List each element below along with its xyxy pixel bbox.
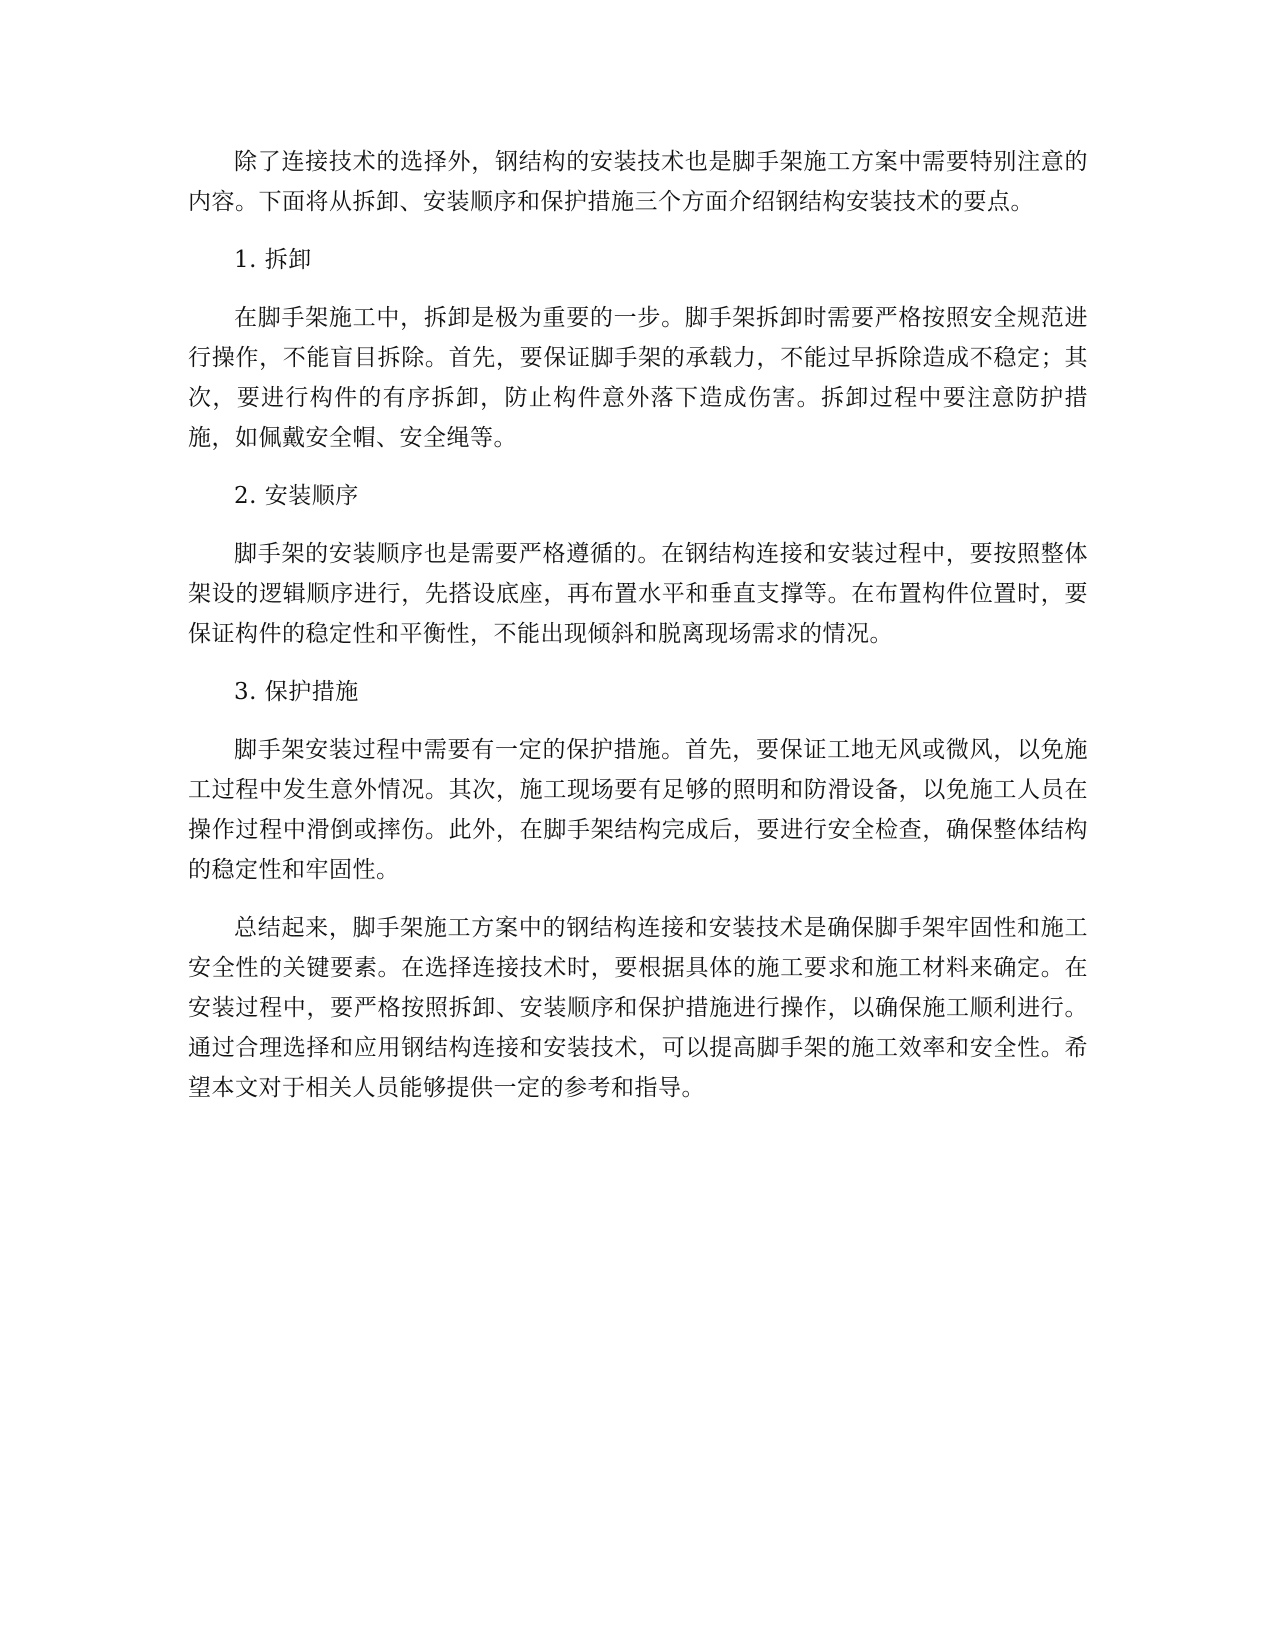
document-body: [188, 142, 1088, 1126]
summary-paragraph: 总结起来，脚手架施工方案中的钢结构连接和安装技术是确保脚手架牢固性和施工安全性的关键要素。在选择连接技术时，要根据具体的施工要求和施工材料来确定。在安装过程中，要严格按照拆卸、安装顺序和保护措施进行操作，以确保施工顺利进行。通过合理选择和应用钢结构连接和安装技术，可以提高脚手架的施工效率和安全性。希望本文对于相关人员能够提供一定的参考和指导。: [188, 915, 1088, 1101]
protection-measures-paragraph: 脚手架安装过程中需要有一定的保护措施。首先，要保证工地无风或微风，以免施工过程中发生意外情况。其次，施工现场要有足够的照明和防滑设备，以免施工人员在操作过程中滑倒或摔伤。此外，在脚手架结构完成后，要进行安全检查，确保整体结构的稳定性和牢固性。: [188, 737, 1088, 883]
section-heading-installation-order: 2. 安装顺序: [234, 483, 359, 509]
section-heading-protection-measures: 3. 保护措施: [234, 679, 359, 705]
intro-paragraph: 除了连接技术的选择外，钢结构的安装技术也是脚手架施工方案中需要特别注意的内容。下面将从拆卸、安装顺序和保护措施三个方面介绍钢结构安装技术的要点。: [188, 149, 1088, 215]
installation-order-paragraph: 脚手架的安装顺序也是需要严格遵循的。在钢结构连接和安装过程中，要按照整体架设的逻辑顺序进行，先搭设底座，再布置水平和垂直支撑等。在布置构件位置时，要保证构件的稳定性和平衡性，不能出现倾斜和脱离现场需求的情况。: [188, 541, 1088, 647]
section-heading-disassembly: 1. 拆卸: [234, 247, 312, 273]
disassembly-paragraph: 在脚手架施工中，拆卸是极为重要的一步。脚手架拆卸时需要严格按照安全规范进行操作，不能盲目拆除。首先，要保证脚手架的承载力，不能过早拆除造成不稳定；其次，要进行构件的有序拆卸，防止构件意外落下造成伤害。拆卸过程中要注意防护措施，如佩戴安全帽、安全绳等。: [188, 305, 1088, 451]
